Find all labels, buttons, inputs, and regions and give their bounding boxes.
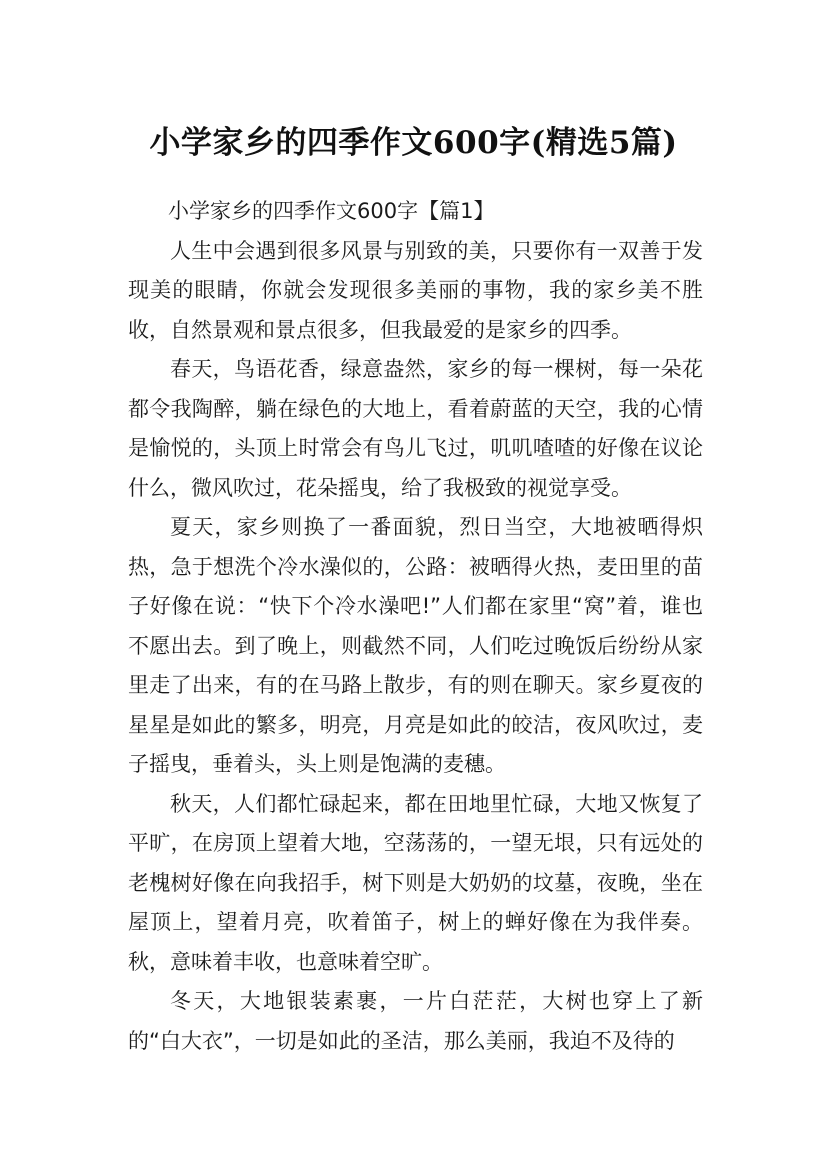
paragraph-spring: 春天，鸟语花香，绿意盎然，家乡的每一棵树，每一朵花都令我陶醉，躺在绿色的大地上，看着蔚蓝的天空，我的心情是愉悦的，头顶上时常会有鸟儿飞过，叽叽喳喳的好像在议论什么，微风吹过，花朵摇曳，给了我极致的视觉享受。 [128,357,703,500]
paragraph-winter: 冬天，大地银装素裹，一片白茫茫，大树也穿上了新的“白大衣”，一切是如此的圣洁，那么美丽，我迫不及待的 [128,989,703,1053]
paragraph-intro: 人生中会遇到很多风景与别致的美，只要你有一双善于发现美的眼睛，你就会发现很多美丽的事物，我的家乡美不胜收，自然景观和景点很多，但我最爱的是家乡的四季。 [128,238,703,342]
document-body [128,192,703,1061]
paragraph-autumn: 秋天，人们都忙碌起来，都在田地里忙碌，大地又恢复了平旷，在房顶上望着大地，空荡荡的，一望无垠，只有远处的老槐树好像在向我招手，树下则是大奶奶的坟墓，夜晚，坐在屋顶上，望着月亮，吹着笛子，树上的蝉好像在为我伴奏。秋，意味着丰收，也意味着空旷。 [128,791,703,974]
document-title: 小学家乡的四季作文600字(精选5篇) [149,124,678,161]
paragraph-summer: 夏天，家乡则换了一番面貌，烈日当空，大地被晒得炽热，急于想洗个冷水澡似的，公路：被晒得火热，麦田里的苗子好像在说：“快下个冷水澡吧!”人们都在家里“窝”着，谁也不愿出去。到了晚上，则截然不同，人们吃过晚饭后纷纷从家里走了出来，有的在马路上散步，有的则在聊天。家乡夏夜的星星是如此的繁多，明亮，月亮是如此的皎洁，夜风吹过，麦子摇曳，垂着头，头上则是饱满的麦穗。 [128,515,703,776]
section-heading: 小学家乡的四季作文600字【篇1】 [168,199,495,223]
